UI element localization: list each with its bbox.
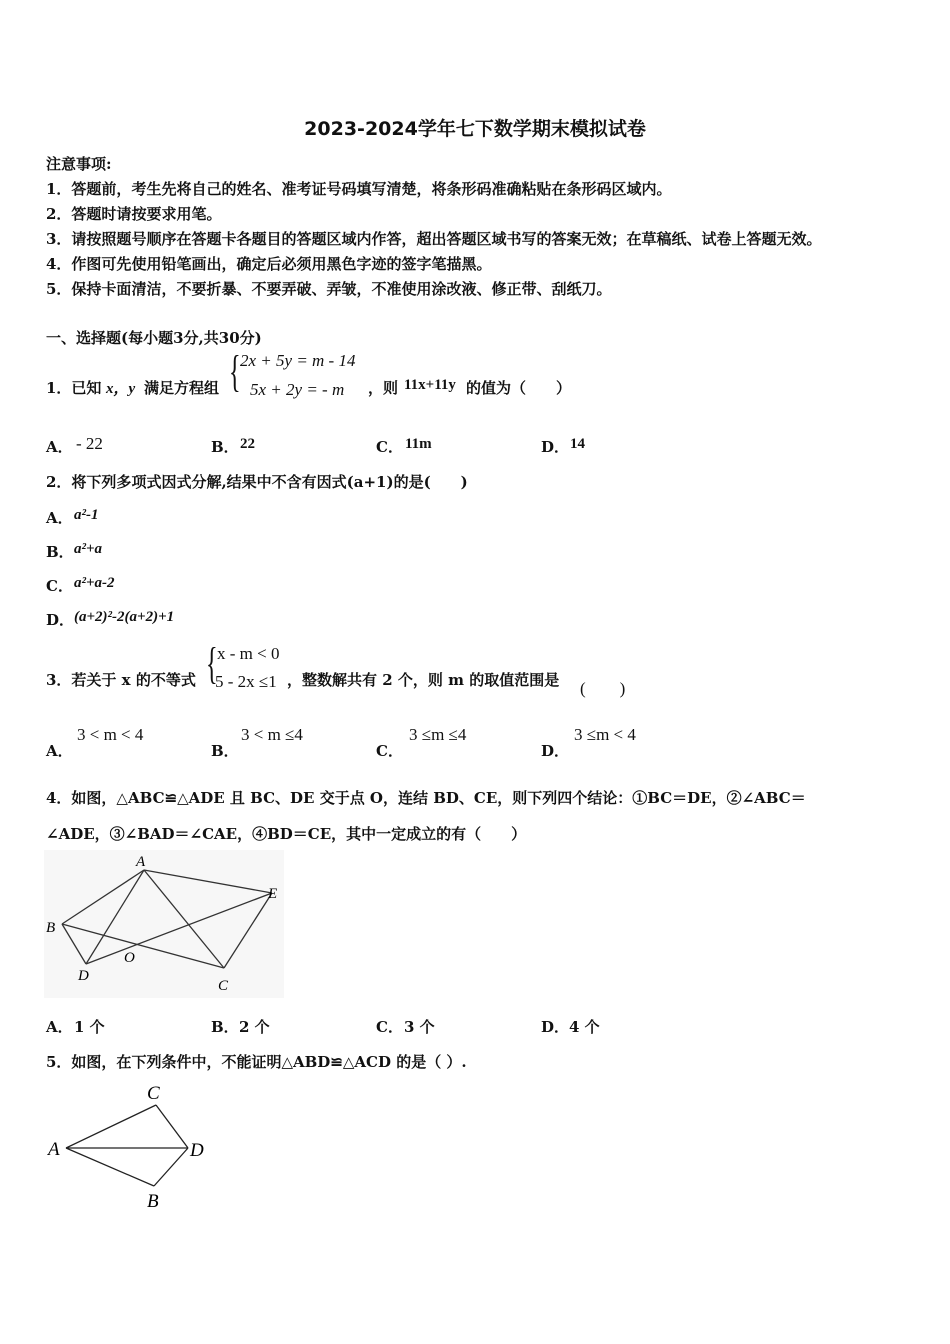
section-heading: 一、选择题(每小题3分,共30分) [46, 329, 262, 347]
q1-mid: 满足方程组 [144, 379, 220, 397]
q5-stem: 5．如图，在下列条件中，不能证明△ABD≌△ACD 的是（ ）. [46, 1053, 467, 1071]
q1-eq1: 2x + 5y = m - 14 [240, 351, 356, 370]
q2-option-text: a²-1 [74, 507, 99, 523]
segment-ab [66, 1148, 154, 1186]
page-title: 2023-2024学年七下数学期末模拟试卷 [304, 118, 646, 140]
q1-brace: { [229, 347, 241, 396]
label-c: C [147, 1083, 160, 1104]
q3-suffix: ，整数解共有 2 个，则 m 的取值范围是 [287, 671, 560, 689]
q2-stem: 2．将下列多项式因式分解,结果中不含有因式(a+1)的是( ) [46, 473, 468, 491]
q1-option-label: A． [46, 438, 73, 456]
q4-figure [44, 850, 284, 1000]
q4-option-text: 3 个 [404, 1018, 435, 1036]
q3-ineq1: x - m < 0 [217, 644, 280, 663]
q1-option-label: B． [211, 438, 239, 456]
q3-ineq2: 5 - 2x ≤1 [215, 672, 277, 691]
q2-option-text: a²+a [74, 541, 103, 557]
q1-option-text: 22 [240, 436, 255, 452]
q3-option-text: 3 < m < 4 [77, 725, 144, 744]
q2-option-label: C． [46, 577, 73, 595]
q1-prefix: 1．已知 [46, 379, 102, 397]
q3-option-text: 3 ≤m < 4 [574, 725, 636, 744]
segment-bd [154, 1148, 188, 1186]
q4-option-text: 1 个 [74, 1018, 105, 1036]
q1-option-label: C． [376, 438, 403, 456]
label-c: C [218, 978, 229, 994]
q2-option-label: A． [46, 509, 73, 527]
q2-option-text: a²+a-2 [74, 575, 115, 591]
q3-option-text: 3 ≤m ≤4 [409, 725, 467, 744]
segment-ac [66, 1105, 156, 1148]
segment-cd [156, 1105, 188, 1148]
note-item: 2．答题时请按要求用笔。 [46, 205, 222, 223]
q4-option-text: 4 个 [569, 1018, 600, 1036]
q1-option-text: 11m [405, 436, 432, 452]
q4-option-label: B． [211, 1018, 239, 1036]
q5-figure [44, 1078, 224, 1214]
q4-line2: ∠ADE，③∠BAD＝∠CAE，④BD＝CE，其中一定成立的有（ ） [46, 825, 527, 843]
label-a: A [136, 854, 146, 870]
note-item: 5．保持卡面清洁，不要折暴、不要弄破、弄皱，不准使用涂改液、修正带、刮纸刀。 [46, 280, 612, 298]
note-item: 3．请按照题号顺序在答题卡各题目的答题区域内作答，超出答题区域书写的答案无效；在草稿纸、试卷上答题无效。 [46, 230, 822, 248]
notes-heading: 注意事项: [46, 155, 112, 173]
q3-prefix: 3．若关于 x 的不等式 [46, 671, 196, 689]
label-b: B [147, 1191, 159, 1212]
q4-option-label: D． [541, 1018, 570, 1036]
q1-option-text: - 22 [76, 434, 103, 453]
label-b: B [46, 920, 56, 936]
q4-line1: 4．如图，△ABC≌△ADE 且 BC、DE 交于点 O，连结 BD、CE，则下列四个结论：①BC＝DE，②∠ABC＝ [46, 789, 806, 807]
note-item: 1．答题前，考生先将自己的姓名、准考证号码填写清楚，将条形码准确粘贴在条形码区域内。 [46, 180, 672, 198]
note-item: 4．作图可先使用铅笔画出，确定后必须用黑色字迹的签字笔描黑。 [46, 255, 492, 273]
q3-brace: { [206, 639, 218, 688]
q1-suffix: 的值为（ ） [466, 379, 572, 397]
q1-expr: 11x+11y [404, 377, 456, 393]
q1-suffix-pre: ，则 [368, 379, 399, 397]
q1-eq2: 5x + 2y = - m [250, 380, 345, 399]
q3-option-label: B． [211, 742, 239, 760]
q2-option-label: B． [46, 543, 74, 561]
q3-option-text: 3 < m ≤4 [241, 725, 303, 744]
label-a: A [48, 1139, 60, 1160]
q3-option-label: D． [541, 742, 570, 760]
q4-option-text: 2 个 [239, 1018, 270, 1036]
q1-option-text: 14 [570, 436, 585, 452]
label-e: E [268, 886, 278, 902]
label-d: D [78, 968, 89, 984]
label-o: O [124, 950, 135, 966]
q3-paren: ( ) [580, 679, 626, 698]
q2-option-label: D． [46, 611, 75, 629]
q3-option-label: A． [46, 742, 73, 760]
q2-option-text: (a+2)²-2(a+2)+1 [74, 609, 175, 625]
q1-option-label: D． [541, 438, 570, 456]
q3-option-label: C． [376, 742, 403, 760]
q1-vars: x，y [106, 381, 136, 397]
q4-option-label: C． [376, 1018, 403, 1036]
label-d: D [190, 1140, 204, 1161]
q4-option-label: A． [46, 1018, 73, 1036]
